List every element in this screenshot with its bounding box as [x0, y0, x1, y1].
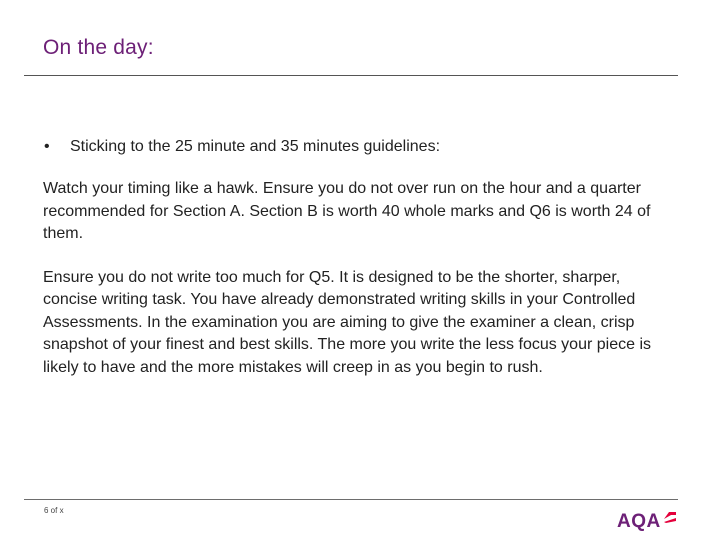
aqa-logo: [617, 511, 677, 533]
paragraph-timing: Watch your timing like a hawk. Ensure you do not over run on the hour and a quarter recommended for Section A. Section B is worth 40 whole marks and Q6 is worth 24 of them.: [43, 180, 651, 242]
slide-body: [43, 136, 683, 400]
logo-swoosh-icon: [663, 510, 677, 529]
bullet-dot: •: [44, 138, 50, 155]
slide-title: On the day:: [43, 36, 154, 59]
page-number: 6 of x: [44, 506, 64, 515]
bullet-item: [43, 136, 683, 158]
footer-divider: [24, 499, 678, 500]
logo-wordmark: AQA: [617, 511, 661, 532]
bullet-text: Sticking to the 25 minute and 35 minutes guidelines:: [70, 138, 441, 155]
title-divider: [24, 75, 678, 76]
paragraph-q5-advice: Ensure you do not write too much for Q5. It is designed to be the shorter, sharper, concise writing task. You have already demonstrated writing skills in your Controlled Assessments. In the examination you are aiming to give the examiner a clean, crisp snapshot of your finest and best skills. The more you write the less focus your piece is likely to have and the more mistakes will creep in as you begin to rush.: [43, 268, 651, 376]
